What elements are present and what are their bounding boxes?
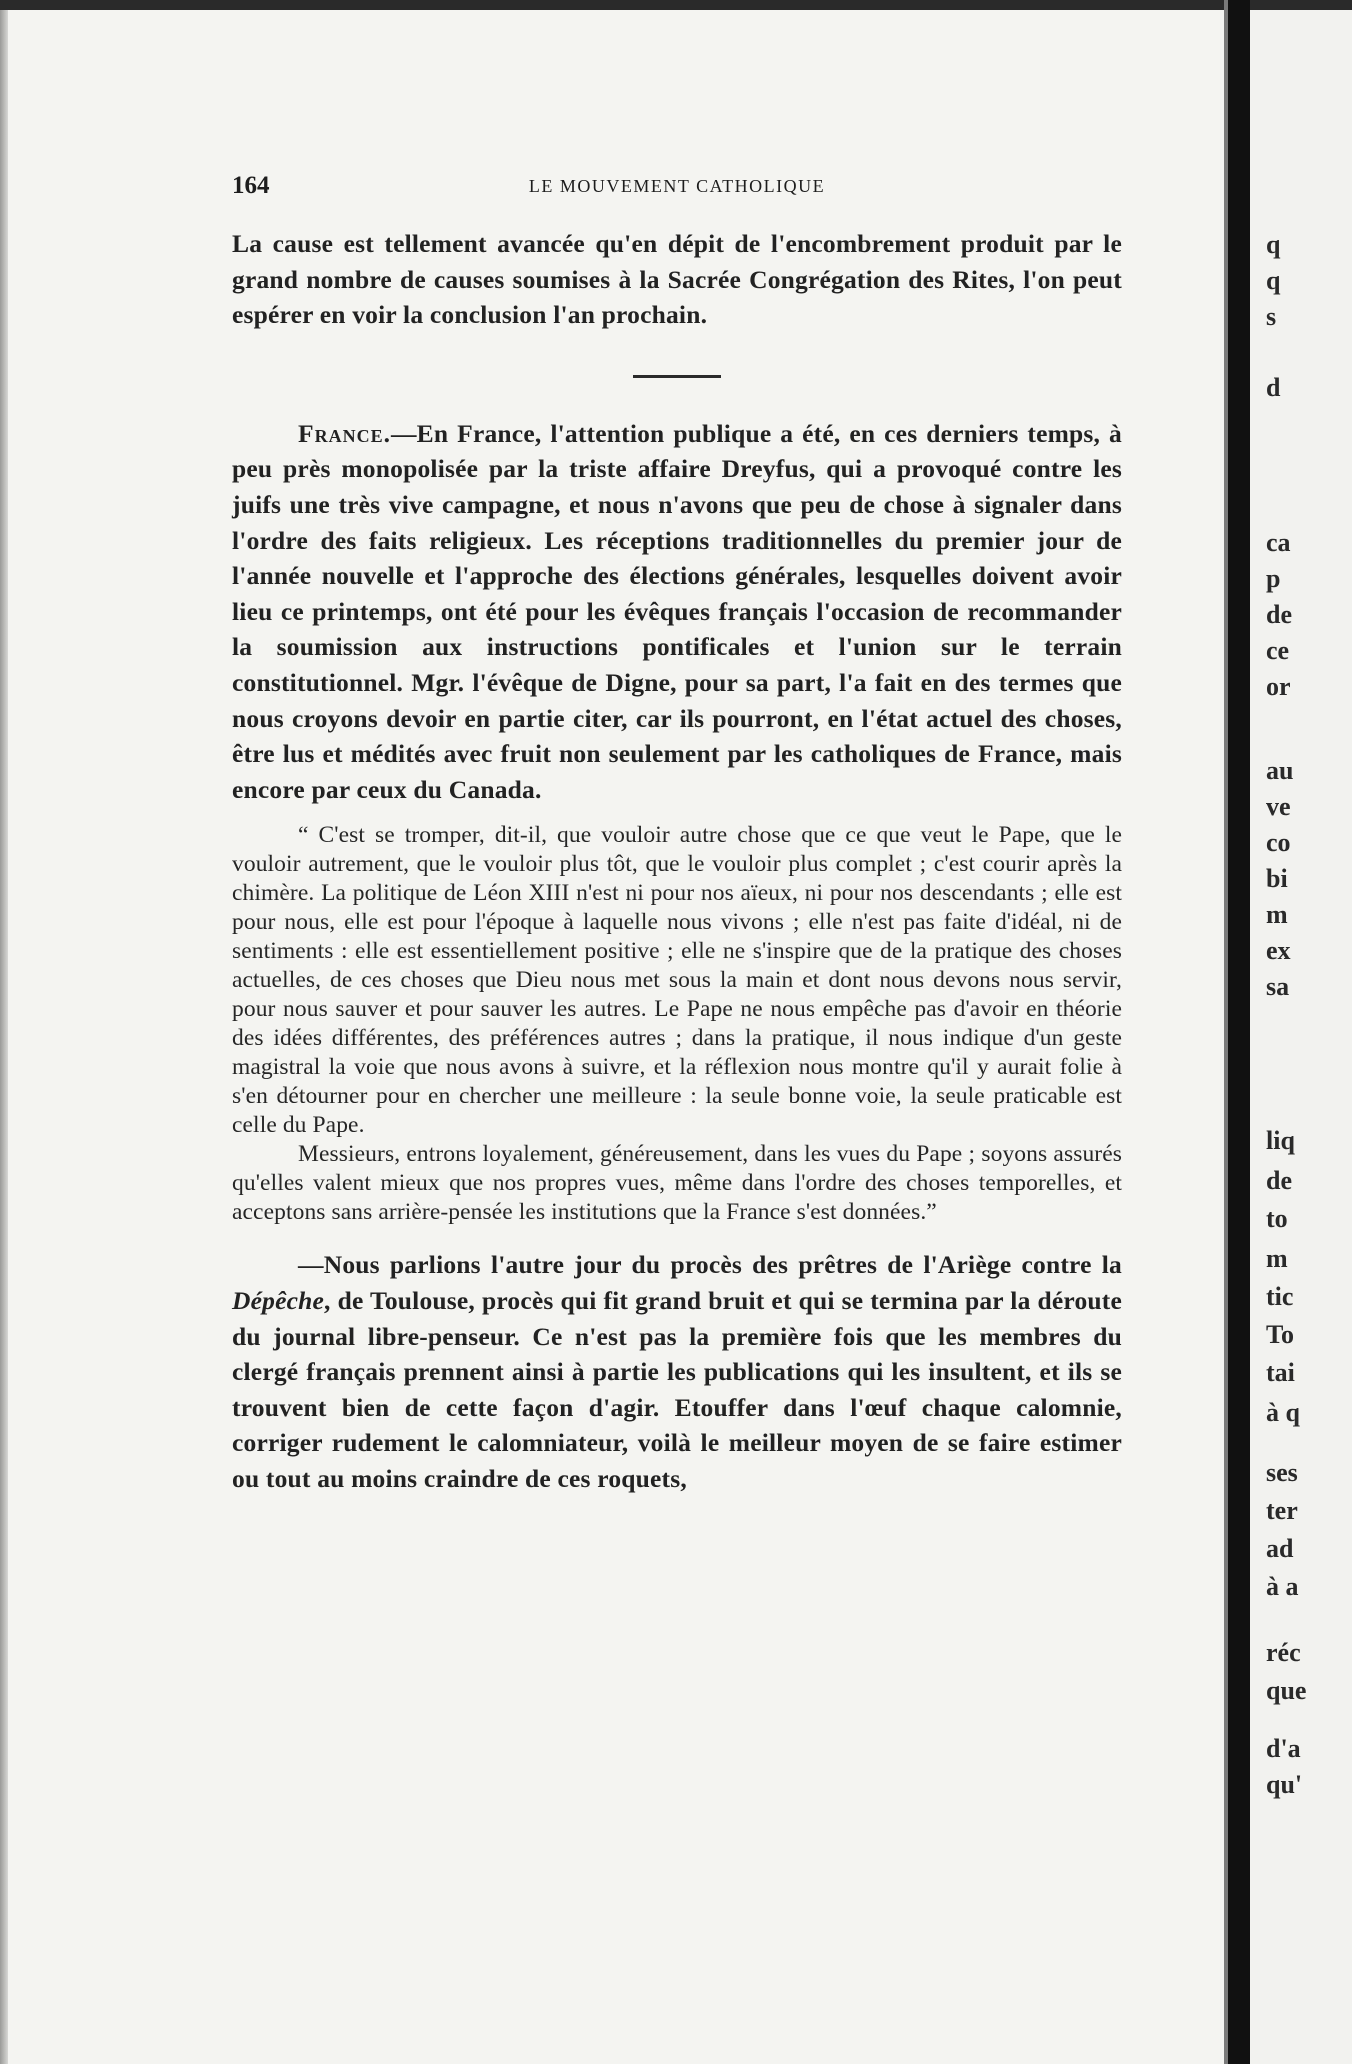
closing-paragraph — [232, 1247, 1122, 1496]
facing-page-fragment: de — [1266, 600, 1292, 629]
facing-page-fragment: d'a — [1266, 1734, 1301, 1763]
facing-page-fragment: ce — [1266, 636, 1290, 665]
facing-page-fragment: To — [1266, 1320, 1294, 1349]
section-divider — [633, 375, 721, 378]
facing-page-fragment: or — [1266, 672, 1291, 701]
facing-page-fragment: m — [1266, 900, 1288, 929]
newspaper-title: Dépêche — [232, 1285, 325, 1315]
facing-page-fragment: to — [1266, 1204, 1288, 1233]
facing-page-fragment: ex — [1266, 936, 1291, 965]
section-heading: France. — [298, 418, 391, 448]
scan-border — [0, 0, 1352, 10]
facing-page-fragment: ve — [1266, 792, 1291, 821]
quotation-paragraph: “ C'est se tromper, dit-il, que vouloir autre chose que ce que veut le Pape, que le vouloir autrement, que le vouloir plus tôt, que le vouloir plus complet ; c'est courir après la chimère. La politique de Léon XIII n'est ni pour nos aïeux, ni pour nos descendants ; elle est pour nous, elle est pour l'époque à laquelle nous vivons ; elle n'est pas faite d'idéal, ni de sentiments : elle est essentiellement positive ; elle ne s'inspire que de la pratique des choses actuelles, de ces choses que Dieu nous met sous la main et dont nous devons nous servir, pour nous sauver et pour sauver les autres. Le Pape ne nous empêche pas d'avoir en théorie des idées différentes, des préférences autres ; dans la pratique, il nous indique d'un geste magistral la voie que nous avons à suivre, et la réflexion nous montre qu'il y aurait folie à s'en détourner pour en chercher une meilleure : la seule bonne voie, la seule praticable est celle du Pape. — [232, 822, 1122, 1139]
quotation-paragraph: Messieurs, entrons loyalement, généreusement, dans les vues du Pape ; soyons assurés qu'elles valent mieux que nos propres vues, même dans l'ordre des choses temporelles, et acceptons sans arrière-pensée les institutions que la France s'est données.” — [232, 1141, 1122, 1226]
france-paragraph-text: —En France, l'attention publique a été, en ces derniers temps, à peu près monopolisée par la triste affaire Dreyfus, qui a provoqué contre les juifs une très vive campagne, et nous n'avons que peu de chose à signaler dans l'ordre des faits religieux. Les réceptions traditionnelles du premier jour de l'année nouvelle et l'approche des élections générales, lesquelles doivent avoir lieu ce printemps, ont été pour les évêques français l'occasion de recommander la soumission aux instructions pontificales et l'union sur le terrain constitutionnel. Mgr. l'évêque de Digne, pour sa part, l'a fait en des termes que nous croyons devoir en partie citer, car ils pourront, en l'état actuel des choses, être lus et médités avec fruit non seulement par les catholiques de France, mais encore par ceux du Canada. — [232, 418, 1122, 804]
facing-page-fragment: p — [1266, 564, 1281, 593]
page-edge — [0, 10, 8, 2064]
facing-page-fragment: ca — [1266, 528, 1291, 557]
facing-page-fragment: liq — [1266, 1126, 1295, 1155]
facing-page-fragment: q — [1266, 230, 1281, 259]
facing-page-fragment: ses — [1266, 1458, 1298, 1487]
page-number: 164 — [232, 172, 270, 199]
facing-page-fragment: q — [1266, 266, 1281, 295]
facing-page-fragment: m — [1266, 1244, 1288, 1273]
facing-page-fragment: ad — [1266, 1534, 1294, 1563]
facing-page-fragment: que — [1266, 1676, 1307, 1705]
page-content — [232, 160, 1122, 1496]
facing-page-fragment: de — [1266, 1166, 1292, 1195]
book-gutter — [1228, 0, 1250, 2064]
facing-page-fragment: tai — [1266, 1358, 1295, 1387]
facing-page-fragment: réc — [1266, 1638, 1301, 1667]
facing-page-fragment: à q — [1266, 1398, 1300, 1427]
facing-page-fragment: co — [1266, 828, 1291, 857]
facing-page-fragment: à a — [1266, 1572, 1299, 1601]
facing-page-fragment: bi — [1266, 864, 1288, 893]
france-paragraph — [232, 416, 1122, 808]
facing-page-fragment: s — [1266, 302, 1277, 331]
facing-page — [1250, 10, 1352, 2064]
facing-page-fragment: ter — [1266, 1496, 1298, 1525]
closing-paragraph-lead: —Nous parlions l'autre jour du procès des prêtres de l'Ariège contre la — [298, 1250, 1122, 1280]
facing-page-fragment: qu' — [1266, 1770, 1303, 1799]
closing-paragraph-text: , de Toulouse, procès qui fit grand bruit et qui se termina par la déroute du journal libre-penseur. Ce n'est pas la première fois que les membres du clergé français prennent ainsi à partie les publications qui les insultent, et ils se trouvent bien de cette façon d'agir. Etouffer dans l'œuf chaque calomnie, corriger rudement le calomniateur, voilà le meilleur moyen de se faire estimer ou tout au moins craindre de ces roquets, — [232, 1285, 1122, 1493]
facing-page-fragment: sa — [1266, 972, 1290, 1001]
facing-page-fragment: d — [1266, 373, 1281, 402]
opening-paragraph: La cause est tellement avancée qu'en dépit de l'encombrement produit par le grand nombre de causes soumises à la Sacrée Congrégation des Rites, l'on peut espérer en voir la conclusion l'an prochain. — [232, 229, 1122, 330]
facing-page-fragment: au — [1266, 756, 1294, 785]
running-head — [232, 160, 1122, 199]
running-head-title: LE MOUVEMENT CATHOLIQUE — [528, 176, 826, 196]
facing-page-fragment: tic — [1266, 1282, 1294, 1311]
